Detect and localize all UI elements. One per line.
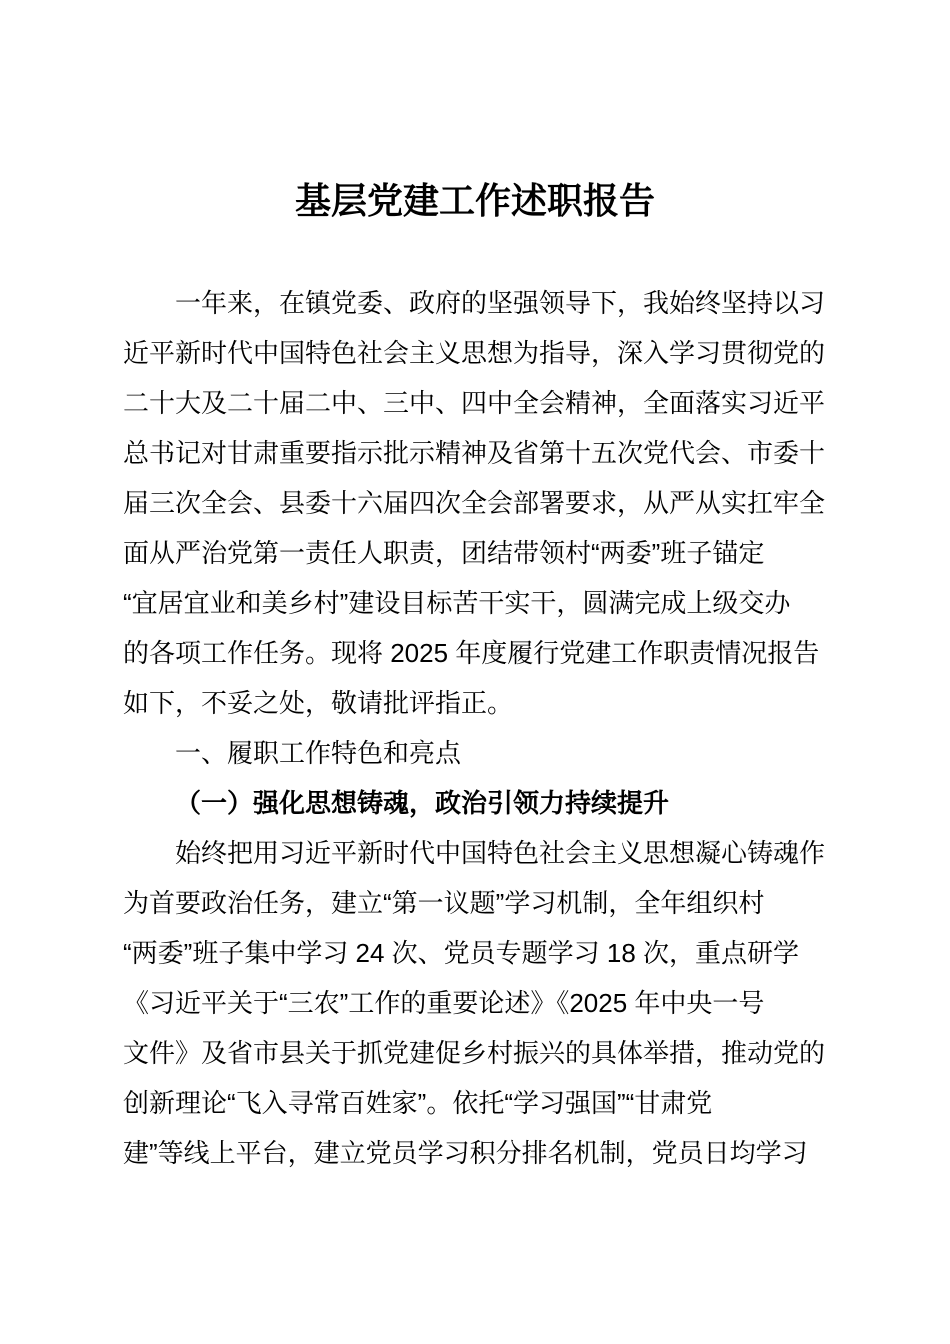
paragraph-line: 总书记对甘肃重要指示批示精神及省第十五次党代会、市委十 — [123, 438, 826, 468]
paragraph-line: “宜居宜业和美乡村”建设目标苦干实干，圆满完成上级交办 — [123, 588, 791, 618]
paragraph-line: 为首要政治任务，建立“第一议题”学习机制，全年组织村 — [123, 888, 765, 918]
paragraph-line: 届三次全会、县委十六届四次全会部署要求，从严从实扛牢全 — [123, 488, 826, 518]
paragraph-line: 一年来，在镇党委、政府的坚强领导下，我始终坚持以习 — [175, 288, 826, 318]
paragraph-line: 文件》及省市县关于抓党建促乡村振兴的具体举措，推动党的 — [123, 1038, 826, 1068]
document-title: 基层党建工作述职报告 — [294, 180, 655, 221]
paragraph-line: 二十大及二十届二中、三中、四中全会精神，全面落实习近平 — [123, 388, 826, 418]
paragraph-line: 面从严治党第一责任人职责，团结带领村“两委”班子锚定 — [123, 538, 765, 568]
document-body — [123, 278, 827, 1178]
paragraph-line: 近平新时代中国特色社会主义思想为指导，深入学习贯彻党的 — [123, 338, 826, 368]
paragraph-line: 创新理论“飞入寻常百姓家”。依托“学习强国”“甘肃党 — [123, 1088, 713, 1118]
paragraph-line: 建”等线上平台，建立党员学习积分排名机制，党员日均学习 — [123, 1138, 808, 1168]
section-heading-level1: 一、履职工作特色和亮点 — [175, 738, 462, 768]
paragraph-line: 始终把用习近平新时代中国特色社会主义思想凝心铸魂作 — [175, 838, 826, 868]
paragraph-line: 《习近平关于“三农”工作的重要论述》《2025 年中央一号 — [123, 988, 765, 1018]
paragraph-line: “两委”班子集中学习 24 次、党员专题学习 18 次，重点研学 — [123, 938, 800, 968]
paragraph-line: 的各项工作任务。现将 2025 年度履行党建工作职责情况报告 — [123, 638, 820, 668]
paragraph-line: 如下，不妥之处，敬请批评指正。 — [123, 688, 514, 718]
section-heading-level2: （一）强化思想铸魂，政治引领力持续提升 — [175, 788, 670, 818]
